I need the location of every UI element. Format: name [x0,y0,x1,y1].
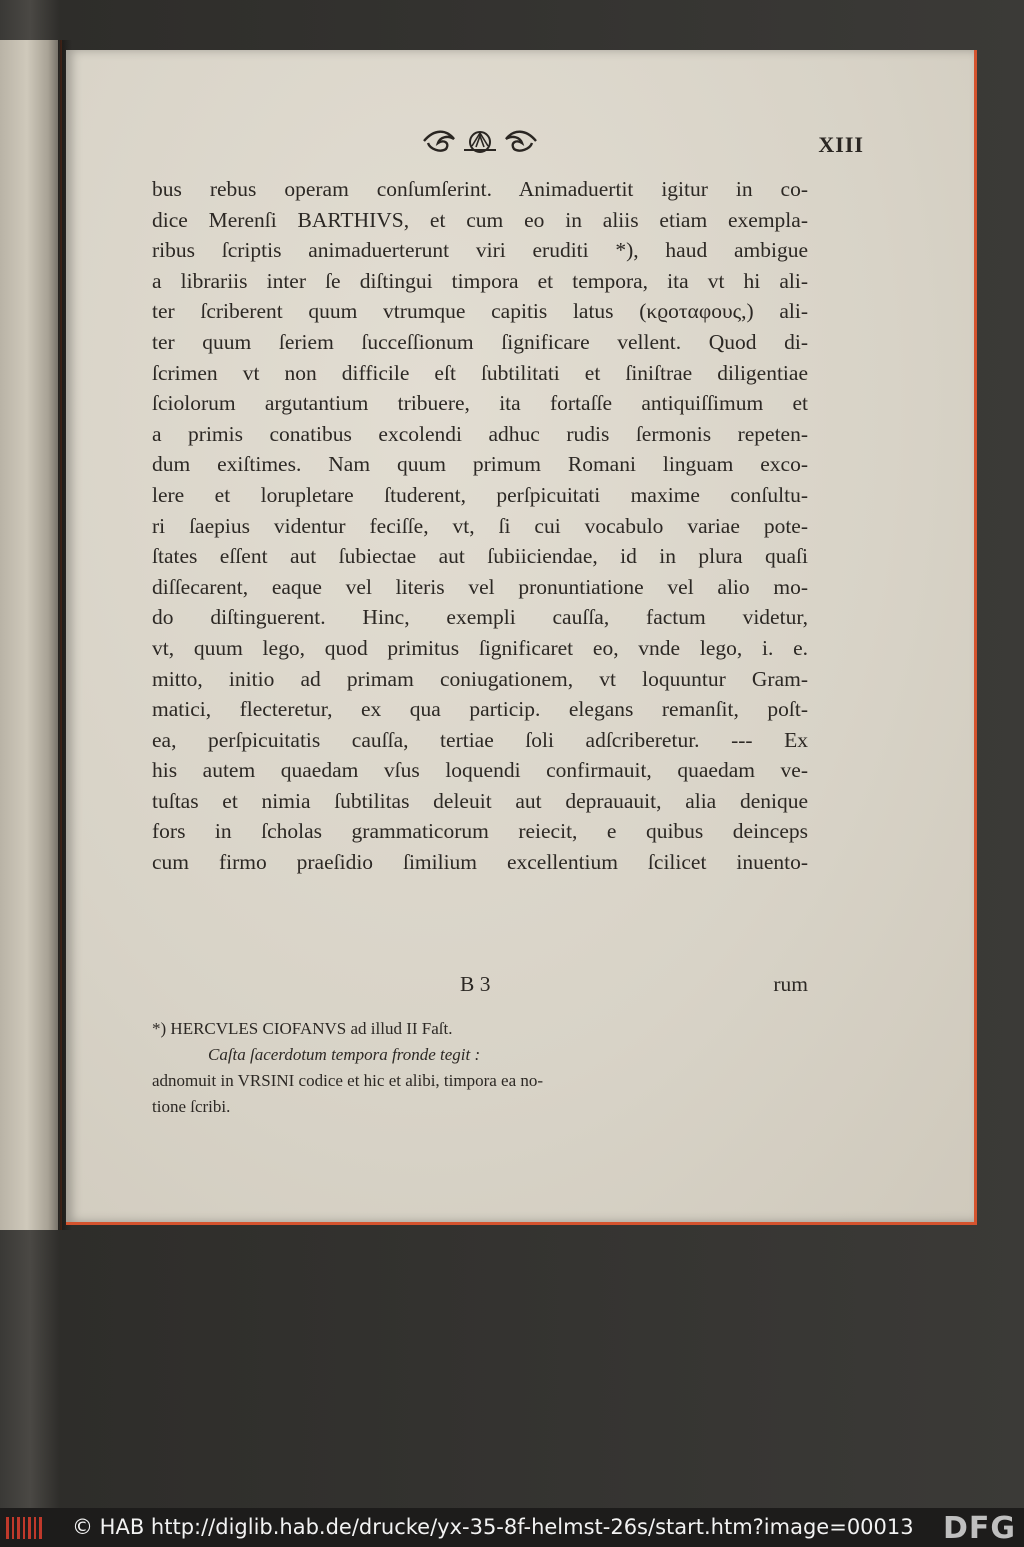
printer-ornament-icon [420,127,540,155]
text-line: ſciolorum argutantium tribuere, ita fortaſſe antiquiſſimum et [152,391,808,416]
text-line: mitto, initio ad primam coniugationem, vt loquuntur Gram- [152,666,808,691]
text-line: a librariis inter ſe diſtingui timpora et tempora, ita vt hi ali- [152,268,808,293]
text-line: ter quum ſeriem ſucceſſionum ſignificare vellent. Quod di- [152,329,808,354]
text-line: dice Merenſi BARTHIVS, et cum eo in aliis etiam exempla- [152,207,808,232]
text-line: tuſtas et nimia ſubtilitas deleuit aut deprauauit, alia denique [152,788,808,813]
text-line: ter ſcriberent quum vtrumque capitis latus (κϱοταφους,) ali- [152,299,808,324]
text-line: ribus ſcriptis animaduerterunt viri eruditi *), haud ambigue [152,238,808,263]
footnote [152,1016,792,1120]
barcode-logo-icon [6,1517,46,1539]
footnote-line: tione ſcribi. [152,1097,231,1116]
copyright-link[interactable]: © HAB http://diglib.hab.de/drucke/yx-35-8f-helmst-26s/start.htm?image=00013 [72,1515,914,1539]
text-line: dum exiſtimes. Nam quum primum Romani linguam exco- [152,452,808,477]
signature-mark: B 3 [460,972,491,996]
text-line: vt, quum lego, quod primitus ſignificaret eo, vnde lego, i. e. [152,635,808,660]
book-page [66,50,977,1225]
dfg-logo: DFG [942,1511,1016,1546]
text-line: ſcrimen vt non difficile eſt ſubtilitati et ſiniſtrae diligentiae [152,360,808,385]
text-line: bus rebus operam conſumſerint. Animaduertit igitur in co- [152,177,808,201]
text-line: ſtates eſſent aut ſubiectae aut ſubiiciendae, id in plura quaſi [152,544,808,569]
text-line: lere et lorupletare ſtuderent, perſpicuitati maxime conſultu- [152,482,808,507]
facing-page-edge [0,40,62,1230]
text-line: matici, flecteretur, ex qua particip. elegans remanſit, poſt- [152,697,808,722]
text-line: do diſtinguerent. Hinc, exempli cauſſa, factum videtur, [152,605,808,630]
text-line: fors in ſcholas grammaticorum reiecit, e quibus deinceps [152,819,808,844]
footnote-quote: Caſta ſacerdotum tempora fronde tegit : [208,1045,481,1064]
catchword: rum [773,972,808,996]
main-text [152,174,808,878]
text-line: cum firmo praeſidio ſimilium excellentium ſcilicet inuento- [152,850,808,875]
page-number: XIII [818,132,864,157]
footer-bar [0,1508,1024,1547]
signature-row [152,972,808,1002]
text-line: diſſecarent, eaque vel literis vel pronuntiatione vel alio mo- [152,574,808,599]
text-line: ri ſaepius videntur feciſſe, vt, ſi cui vocabulo variae pote- [152,513,808,538]
text-line: a primis conatibus excolendi adhuc rudis ſermonis repeten- [152,421,808,446]
text-line: his autem quaedam vſus loquendi confirmauit, quaedam ve- [152,758,808,783]
footnote-line: *) HERCVLES CIOFANVS ad illud II Faſt. [152,1019,453,1038]
text-line: ea, perſpicuitatis cauſſa, tertiae ſoli adſcriberetur. --- Ex [152,727,808,752]
footnote-line: adnomuit in VRSINI codice et hic et alibi, timpora ea no- [152,1071,544,1090]
